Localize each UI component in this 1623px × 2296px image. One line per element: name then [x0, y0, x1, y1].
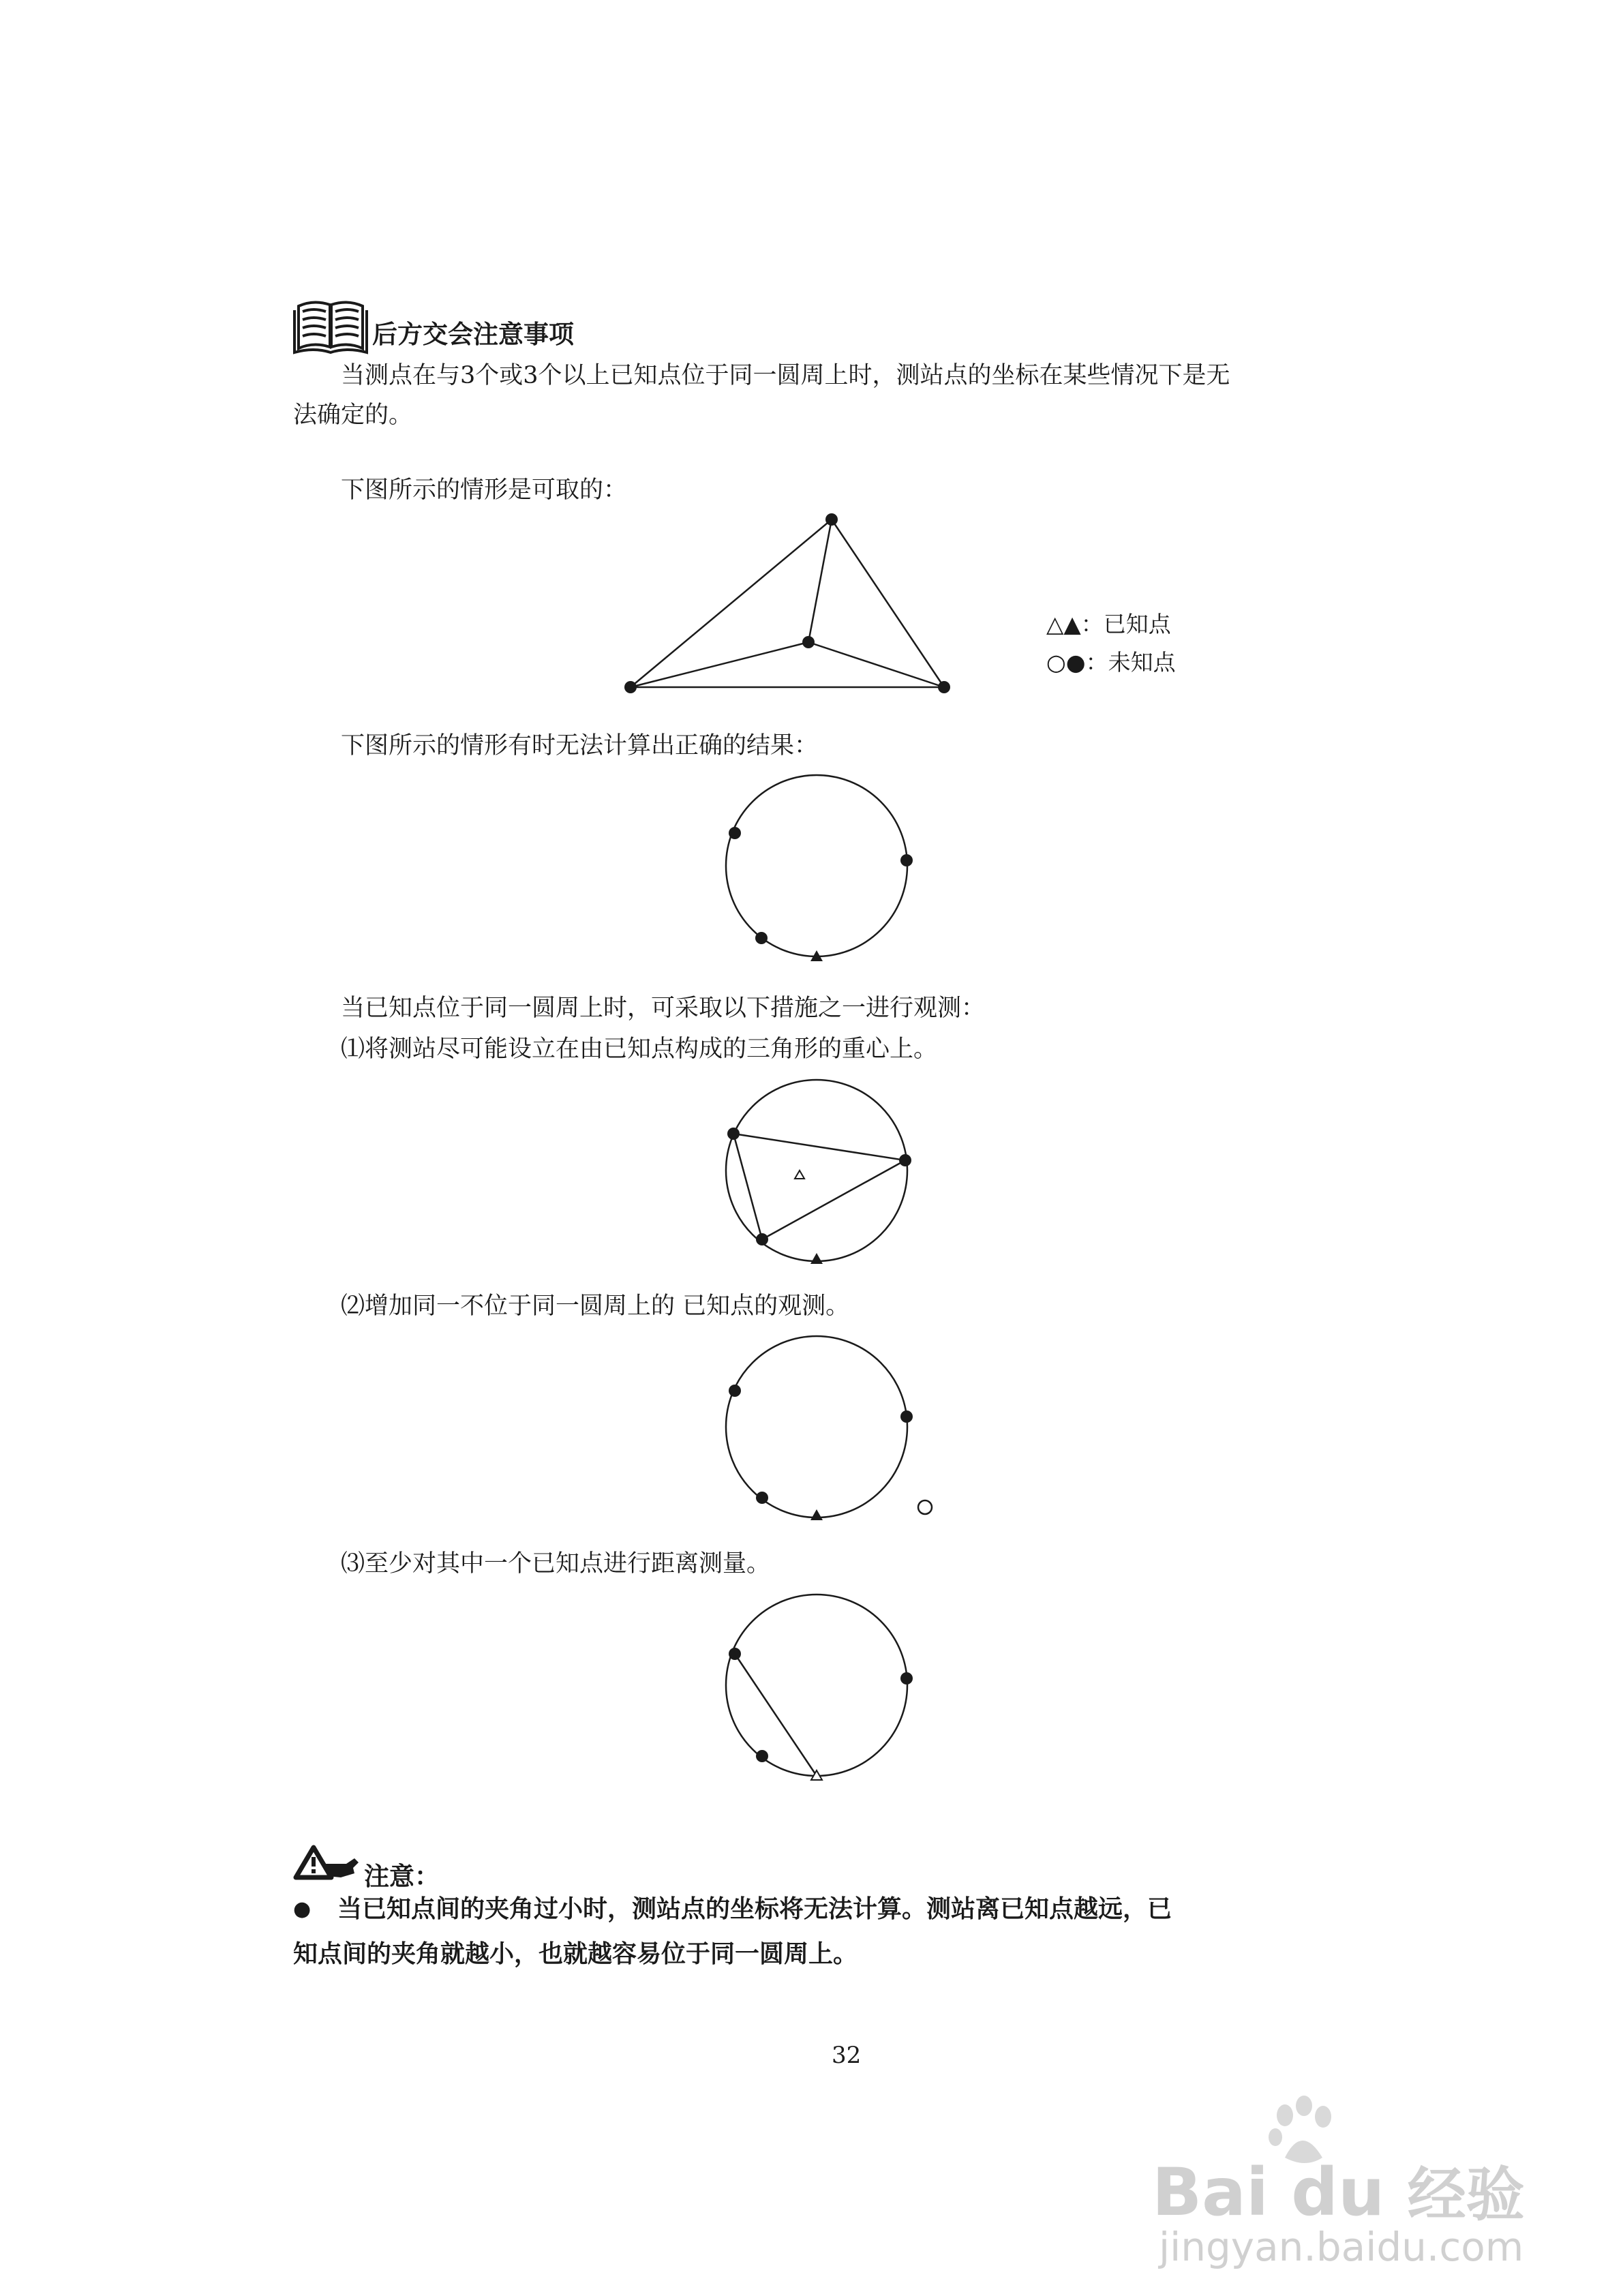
section-title: 后方交会注意事项 [372, 320, 574, 349]
unknown-point-symbols: ○● [1046, 649, 1086, 676]
page-number: 32 [832, 2042, 862, 2069]
note-bullet: ● [293, 1897, 312, 1921]
figure-bad-caption: 下图所示的情形有时无法计算出正确的结果： [341, 732, 819, 759]
watermark-baidu: Bai du [1152, 2154, 1385, 2231]
measure-item-2: ⑵增加同一不位于同一圆周上的 已知点的观测。 [341, 1293, 850, 1320]
watermark-jingyan: 经验 [1407, 2161, 1525, 2229]
intro-paragraph-line2: 法确定的。 [293, 402, 413, 429]
note-line-1: 当已知点间的夹角过小时，测站点的坐标将无法计算。测站离已知点越远，已 [337, 1895, 1172, 1923]
measure-item-3: ⑶至少对其中一个已知点进行距离测量。 [341, 1550, 771, 1577]
known-point [729, 1648, 741, 1660]
unknown-point-label: ：未知点 [1085, 649, 1176, 676]
known-point-label: ：已知点 [1080, 611, 1171, 637]
note-title: 注意： [364, 1862, 440, 1891]
warning-hand-icon [293, 1843, 361, 1882]
intro-paragraph-line1: 当测点在与3个或3个以上已知点位于同一圆周上时，测站点的坐标在某些情况下是无 [341, 362, 1230, 389]
known-point [900, 1672, 913, 1685]
measure-item-1: ⑴将测站尽可能设立在由已知点构成的三角形的重心上。 [341, 1036, 938, 1063]
watermark-url: jingyan.baidu.com [1159, 2224, 1524, 2270]
figure-good-caption: 下图所示的情形是可取的： [341, 477, 628, 504]
measures-intro: 当已知点位于同一圆周上时，可采取以下措施之一进行观测： [341, 995, 986, 1022]
watermark-brand [1152, 2147, 1525, 2232]
note-line-2: 知点间的夹角就越小，也就越容易位于同一圆周上。 [293, 1940, 858, 1968]
known-point [756, 1750, 768, 1762]
known-point-symbols: △▲ [1046, 611, 1081, 637]
